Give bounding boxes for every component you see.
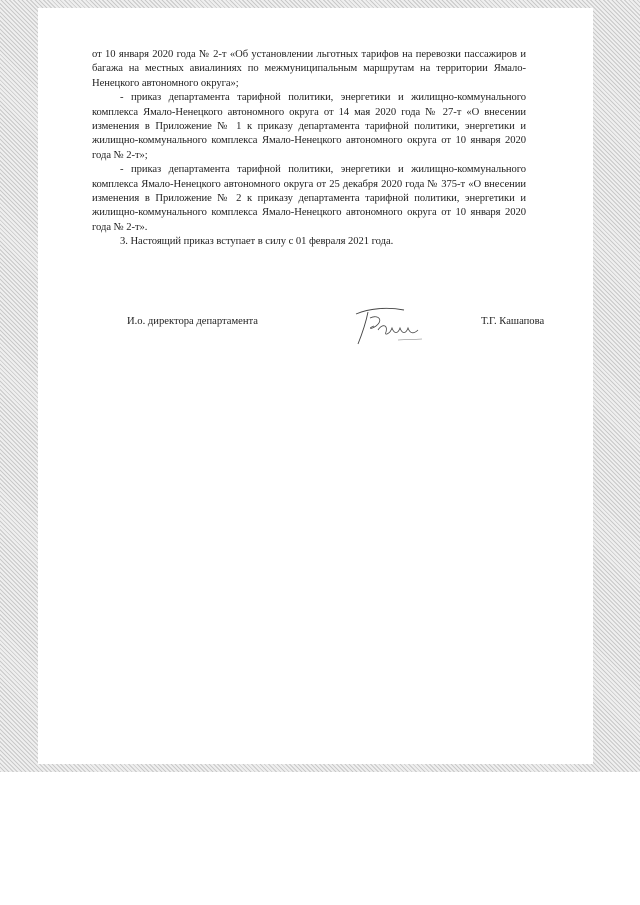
signatory-name: Т.Г. Кашапова (481, 316, 545, 327)
paragraph-order-27t: - приказ департамента тарифной политики, энергетики и жилищно-коммунального комплекса Ямало-Ненецкого автономного округа от 14 мая 2020 года № 27-т «О внесении изменения в Приложение № 1 к приказу департамента тарифной политики, энергетики и жилищно-коммунального комплекса Ямало-Ненецкого автономного округа от 10 января 2020 года № 2-т»; (92, 92, 526, 161)
paragraph-order-375t: - приказ департамента тарифной политики, энергетики и жилищно-коммунального комплекса Ямало-Ненецкого автономного округа от 25 декабря 2020 года № 375-т «О внесении изменения в Приложение № 2 к приказу департамента тарифной политики, энергетики и жилищно-коммунального комплекса Ямало-Ненецкого автономного округа от 10 января 2020 года № 2-т». (92, 164, 526, 233)
signature-block (38, 304, 593, 350)
signatory-position: И.о. директора департамента (127, 316, 259, 327)
page-margin-bottom (0, 772, 640, 905)
paragraph-order-reference: от 10 января 2020 года № 2-т «Об установлении льготных тарифов на перевозки пассажиров и багажа на местных авиалиниях по межмуниципальным маршрутам на территории Ямало-Ненецкого автономного округа»; (92, 49, 526, 89)
document-body (92, 48, 526, 250)
paragraph-effective-date: 3. Настоящий приказ вступает в силу с 01 февраля 2021 года. (120, 236, 394, 248)
handwritten-signature (348, 304, 430, 348)
